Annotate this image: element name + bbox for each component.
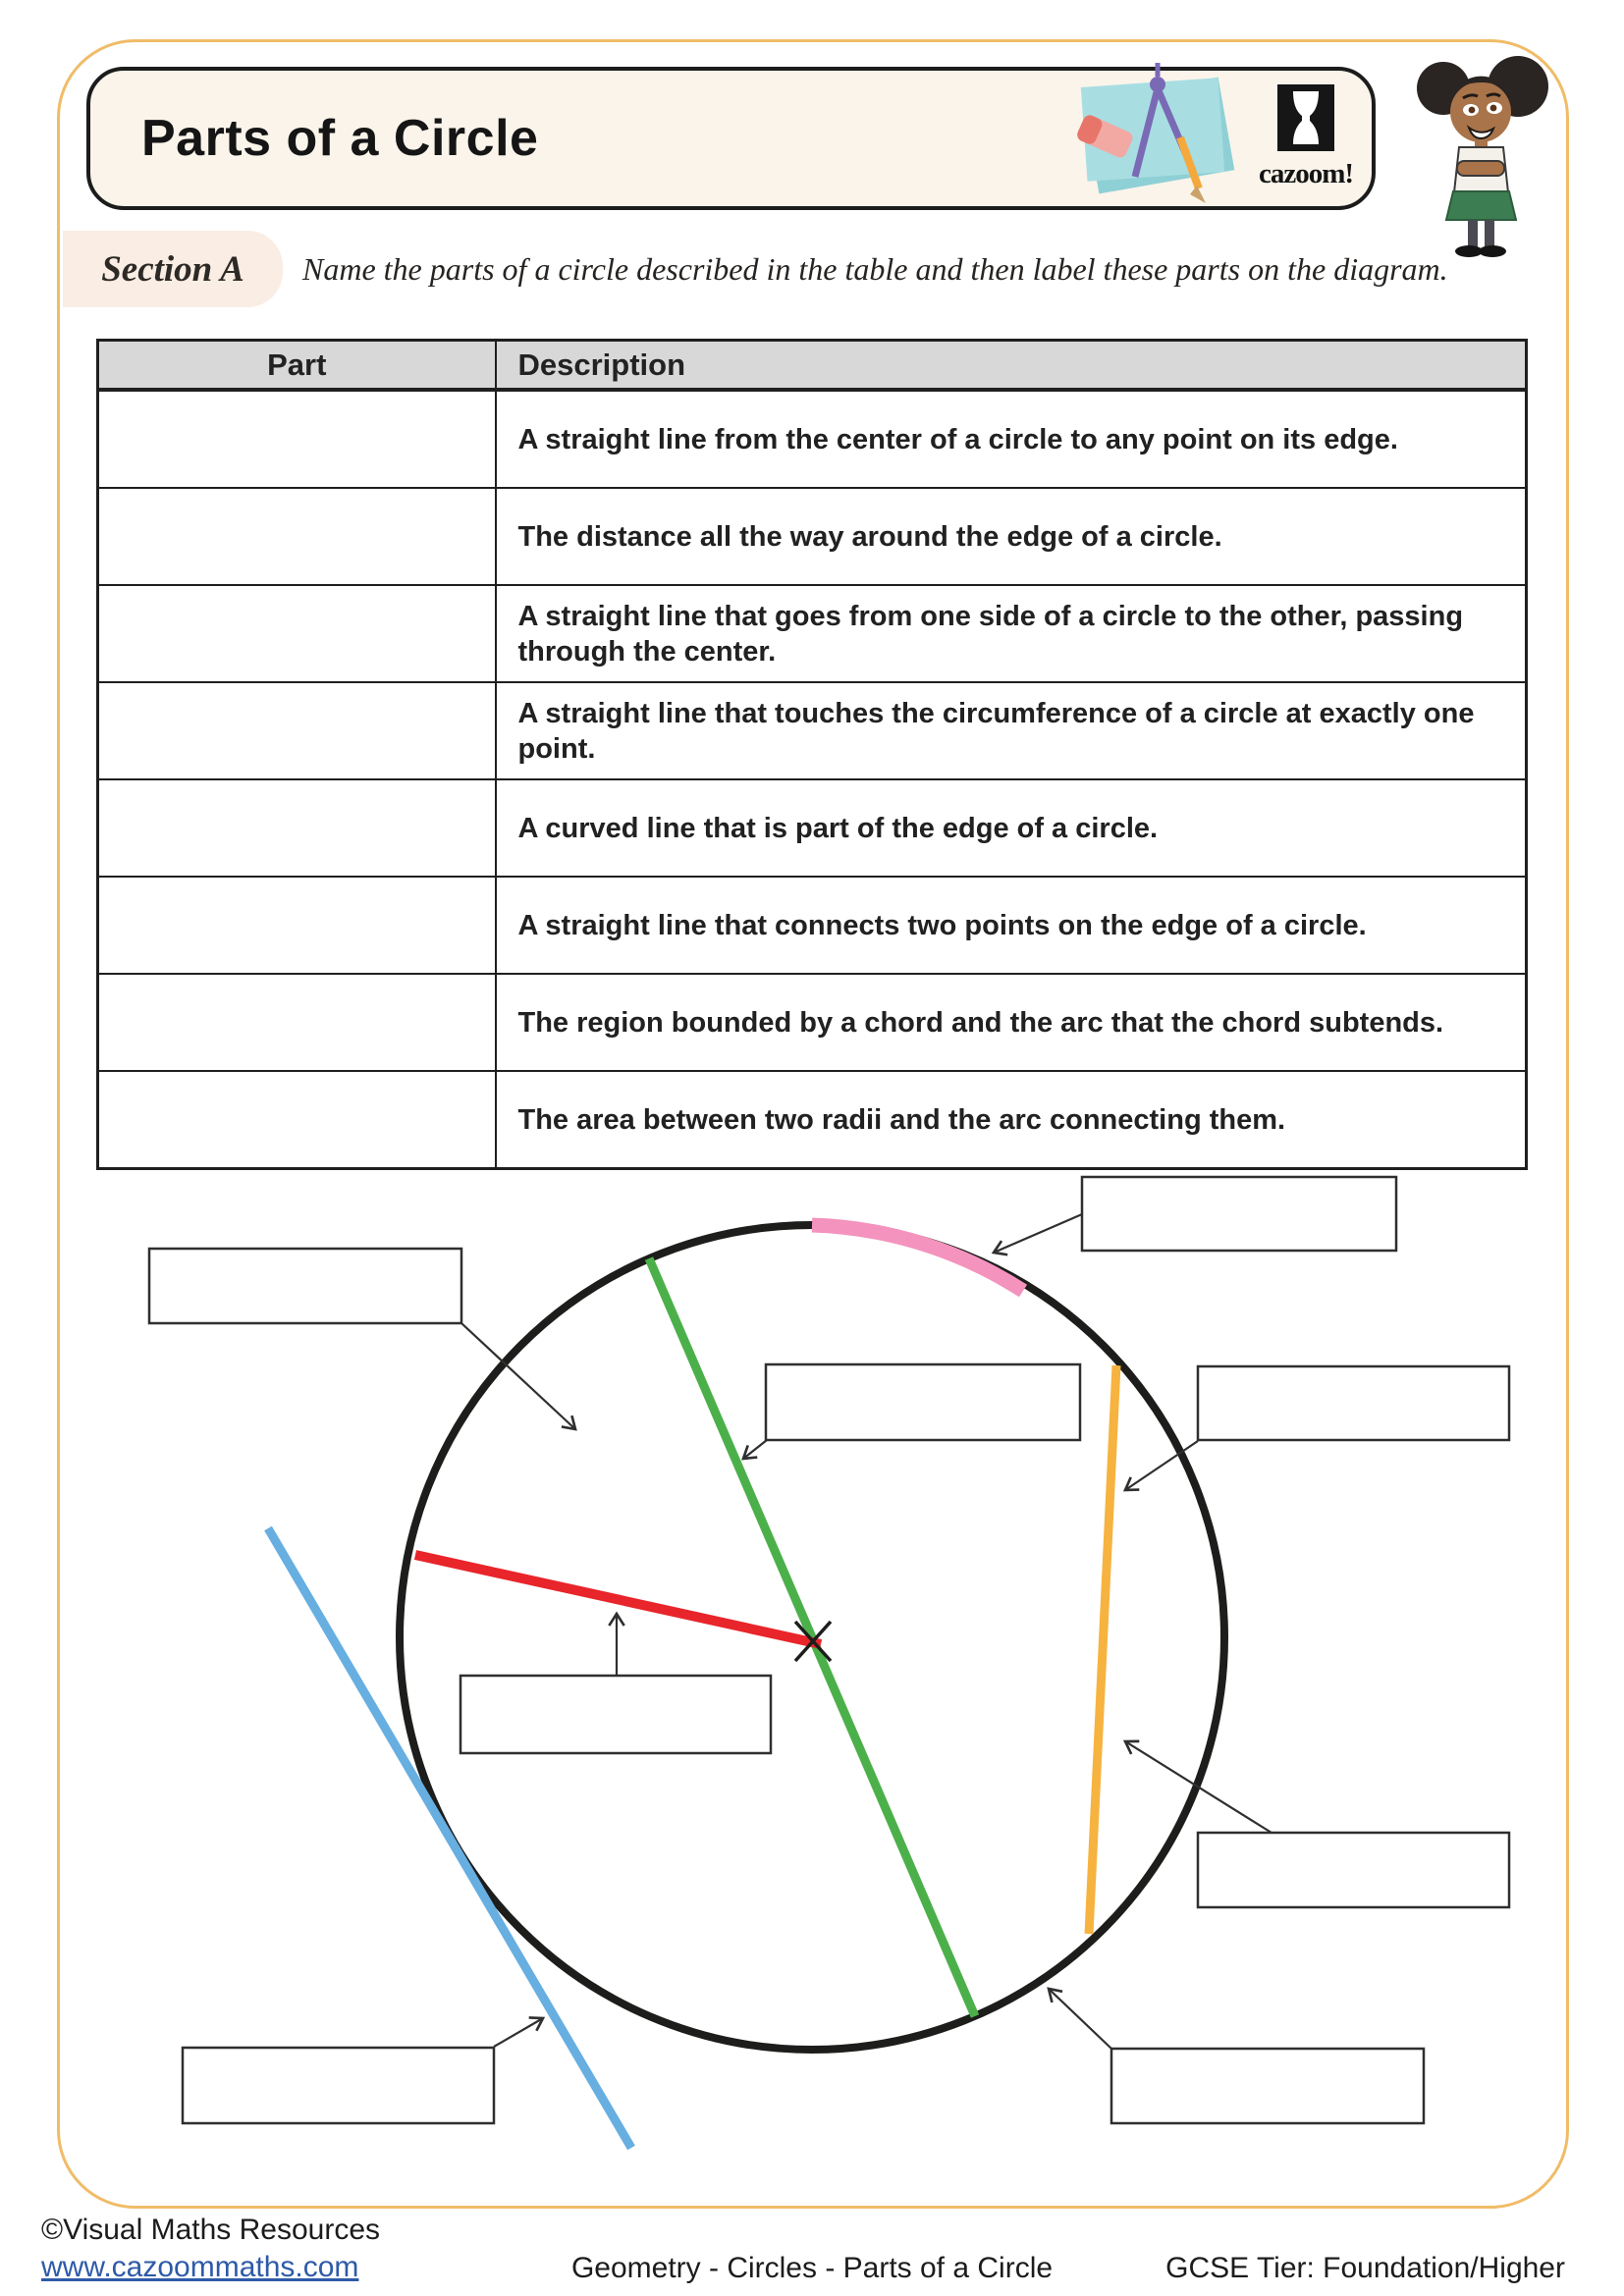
part-description: The distance all the way around the edge of a circle.: [496, 488, 1527, 585]
answer-box-center-left[interactable]: [460, 1676, 771, 1753]
radius-line: [415, 1555, 821, 1644]
arrow-to-arc: [994, 1214, 1082, 1253]
footer-topic: Geometry - Circles - Parts of a Circle: [570, 2252, 1054, 2284]
description-column-header: Description: [496, 341, 1527, 391]
arrow-to-segment: [1125, 1741, 1272, 1833]
answer-box-mid-center[interactable]: [766, 1364, 1080, 1440]
part-answer-cell[interactable]: [98, 877, 496, 974]
student-character-illustration: [1406, 51, 1573, 259]
part-answer-cell[interactable]: [98, 682, 496, 779]
part-answer-cell[interactable]: [98, 974, 496, 1071]
arc-highlight: [812, 1225, 1023, 1291]
answer-box-top-right[interactable]: [1082, 1177, 1396, 1251]
part-answer-cell[interactable]: [98, 390, 496, 488]
cazoom-logo-text: cazoom!: [1258, 158, 1354, 189]
section-label-pill: [63, 231, 283, 307]
part-description: The region bounded by a chord and the arc that the chord subtends.: [496, 974, 1527, 1071]
stationery-illustration: [1062, 57, 1249, 204]
answer-box-bottom-right[interactable]: [1111, 2049, 1424, 2123]
table-row: [98, 779, 1527, 877]
part-answer-cell[interactable]: [98, 779, 496, 877]
part-description: A curved line that is part of the edge of a circle.: [496, 779, 1527, 877]
part-description: A straight line that goes from one side of a circle to the other, passing through the center.: [496, 585, 1527, 682]
part-description: A straight line from the center of a circle to any point on its edge.: [496, 390, 1527, 488]
table-header-row: [98, 341, 1527, 391]
answer-box-top-left[interactable]: [149, 1249, 461, 1323]
table-row: [98, 488, 1527, 585]
answer-box-bottom-left[interactable]: [183, 2048, 494, 2123]
part-description: A straight line that touches the circumference of a circle at exactly one point.: [496, 682, 1527, 779]
footer-copyright: ©Visual Maths Resources: [41, 2214, 381, 2246]
table-row: [98, 877, 1527, 974]
table-row: [98, 585, 1527, 682]
answer-box-lower-right[interactable]: [1198, 1833, 1509, 1907]
footer-website-link[interactable]: www.cazoommaths.com: [41, 2251, 359, 2283]
part-description: The area between two radii and the arc connecting them.: [496, 1071, 1527, 1169]
arrow-to-edge: [1049, 1989, 1111, 2049]
cazoom-logo: [1232, 84, 1380, 190]
part-answer-cell[interactable]: [98, 1071, 496, 1169]
part-description: A straight line that connects two points on the edge of a circle.: [496, 877, 1527, 974]
part-answer-cell[interactable]: [98, 585, 496, 682]
table-row: [98, 390, 1527, 488]
answer-box-mid-right[interactable]: [1198, 1366, 1509, 1440]
parts-table: [96, 339, 1528, 1170]
arrow-to-diameter: [743, 1440, 767, 1459]
table-row: [98, 682, 1527, 779]
chord-line: [1089, 1365, 1116, 1934]
table-row: [98, 974, 1527, 1071]
table-row: [98, 1071, 1527, 1169]
part-column-header: Part: [98, 341, 496, 391]
page-title: Parts of a Circle: [141, 110, 539, 167]
arrow-to-circumference: [461, 1323, 575, 1429]
cazoom-logo-icon: [1277, 84, 1334, 151]
section-instruction: Name the parts of a circle described in the table and then label these parts on the diagram.: [302, 250, 1448, 287]
section-label: Section A: [101, 248, 244, 290]
part-answer-cell[interactable]: [98, 488, 496, 585]
arrow-to-tangent: [494, 2018, 543, 2047]
circle-diagram: [0, 1158, 1624, 2214]
footer-tier: GCSE Tier: Foundation/Higher: [1165, 2252, 1565, 2284]
